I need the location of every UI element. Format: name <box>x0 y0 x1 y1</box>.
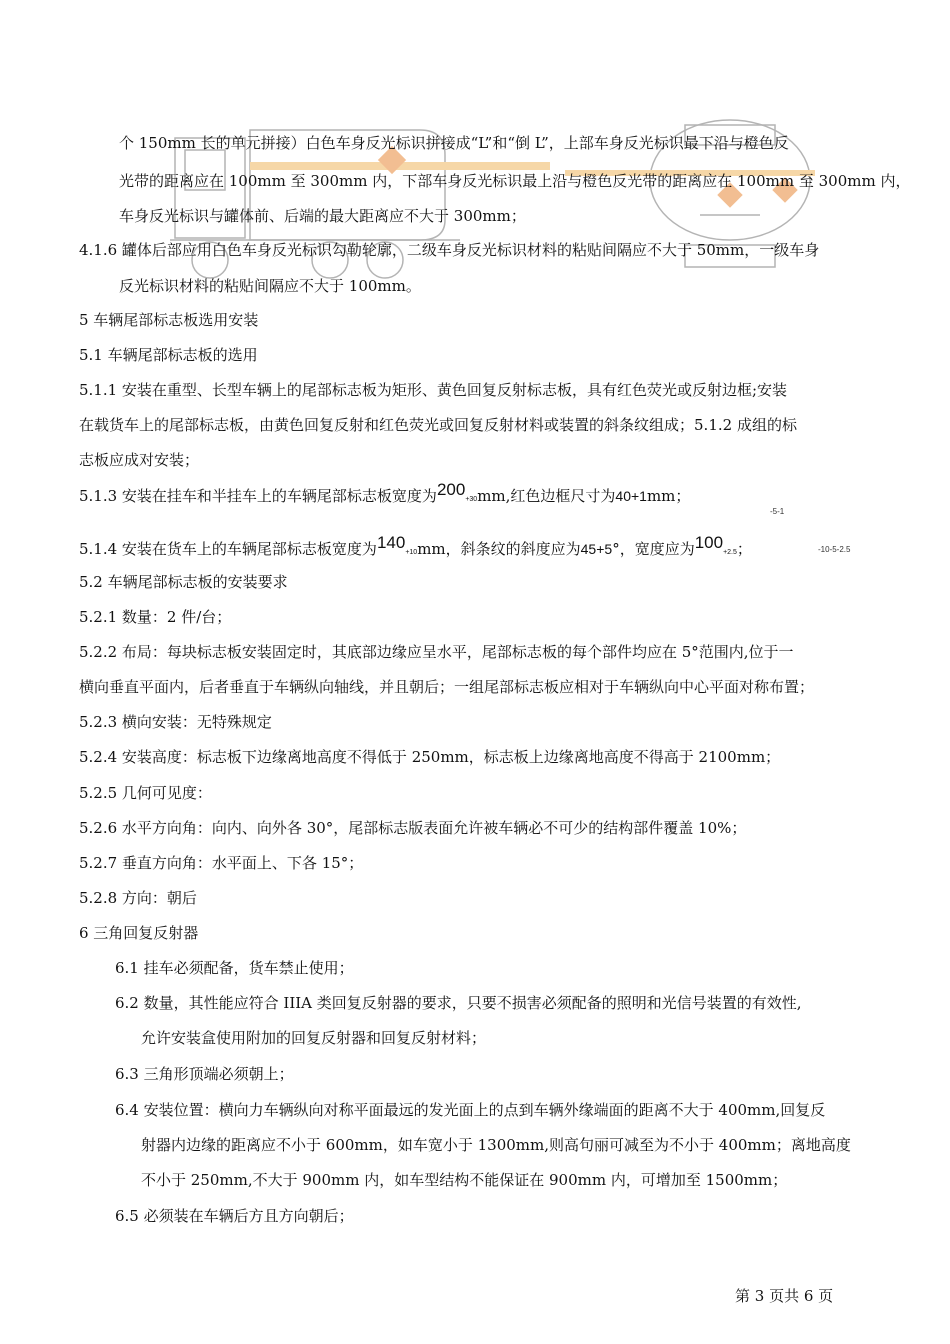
paragraph-6-4-line-1: 6.4 安装位置：横向力车辆纵向对称平面最远的发光面上的点到车辆外缘端面的距离不大于 400mm,回复反 <box>115 1101 826 1119</box>
p513-unit: mm,红色边框尺寸为 <box>477 487 616 505</box>
p513-width-value: 200 <box>436 480 466 499</box>
p514-stripe-width: 100 <box>694 533 724 552</box>
paragraph-5-2-7: 5.2.7 垂直方向角：水平面上、下各 15°； <box>79 854 364 872</box>
paragraph-5-2-1: 5.2.1 数量：2 件/台； <box>79 608 232 626</box>
p514-mid2: °，宽度应为 <box>612 540 695 558</box>
paragraph-6-4-line-2: 射器内边缘的距离应不小于 600mm，如车宽小于 1300mm,则高句丽可减至为不小于 400mm；离地高度 <box>141 1136 851 1154</box>
section-6-heading: 6 三角回复反射器 <box>79 924 199 942</box>
p514-mid: mm，斜条纹的斜度应为 <box>417 540 581 558</box>
paragraph-5-1-1-line-1: 5.1.1 安装在重型、长型车辆上的尾部标志板为矩形、黄色回复反射标志板，具有红色荧光或反射边框;安装 <box>79 381 787 399</box>
paragraph-4-1-5-line-3: 车身反光标识与罐体前、后端的最大距离应不大于 300mm； <box>119 207 526 225</box>
paragraph-5-2-4: 5.2.4 安装高度：标志板下边缘离地高度不得低于 250mm，标志板上边缘离地高度不得高于 2100mm； <box>79 748 781 766</box>
paragraph-5-2-5: 5.2.5 几何可见度： <box>79 784 212 802</box>
paragraph-4-1-5-line-1: 个 150mm 长的单元拼接）白色车身反光标识拼接成“L”和“倒 L”，上部车身反光标识最下沿与橙色反 <box>119 134 789 152</box>
section-5-heading: 5 车辆尾部标志板选用安装 <box>79 311 259 329</box>
p513-border-dim: 40+1 <box>615 488 647 504</box>
paragraph-6-2-line-1: 6.2 数量，其性能应符合 IIIA 类回复反射器的要求，只要不损害必须配备的照明和光信号装置的有效性, <box>115 994 802 1012</box>
page-number-footer: 第 3 页共 6 页 <box>735 1287 834 1305</box>
p513-pre: 5.1.3 安装在挂车和半挂车上的车辆尾部标志板宽度为 <box>79 487 437 505</box>
paragraph-6-3: 6.3 三角形顶端必须朝上； <box>115 1065 294 1083</box>
p514-pre: 5.1.4 安装在货车上的车辆尾部标志板宽度为 <box>79 540 377 558</box>
paragraph-5-1-3 <box>79 480 691 510</box>
paragraph-6-5: 6.5 必须装在车辆后方且方向朝后； <box>115 1207 354 1225</box>
p514-end: ； <box>736 540 752 558</box>
paragraph-6-1: 6.1 挂车必须配备，货车禁止使用； <box>115 959 354 977</box>
paragraph-6-4-line-3: 不小于 250mm,不大于 900mm 内，如车型结构不能保证在 900mm 内，可增加至 1500mm； <box>141 1171 788 1189</box>
paragraph-5-2-6: 5.2.6 水平方向角：向内、向外各 30°，尾部标志版表面允许被车辆必不可少的结构部件覆盖 10%； <box>79 819 747 837</box>
section-5-1-heading: 5.1 车辆尾部标志板的选用 <box>79 346 258 364</box>
paragraph-6-2-line-2: 允许安装盒使用附加的回复反射器和回复反射材料； <box>141 1029 487 1047</box>
paragraph-5-2-2-line-1: 5.2.2 布局：每块标志板安装固定时，其底部边缘应呈水平，尾部标志板的每个部件均应在 5°范围内,位于一 <box>79 643 794 661</box>
p514-angle: 45+5 <box>580 541 613 557</box>
paragraph-5-1-1-line-2: 在载货车上的尾部标志板，由黄色回复反射和红色荧光或回复反射材料或装置的斜条纹组成；5.1.2 成组的标 <box>79 416 797 434</box>
paragraph-5-2-8: 5.2.8 方向：朝后 <box>79 889 197 907</box>
p513-width-tol: +30 <box>465 496 478 503</box>
paragraph-5-1-4 <box>79 533 752 563</box>
p513-end: mm； <box>646 487 691 505</box>
paragraph-5-2-3: 5.2.3 横向安装：无特殊规定 <box>79 713 272 731</box>
p513-tolerance-note: -5-1 <box>770 507 785 516</box>
paragraph-4-1-5-line-2: 光带的距离应在 100mm 至 300mm 内，下部车身反光标识最上沿与橙色反光带的距离应在 100mm 至 300mm 内， <box>119 172 911 190</box>
paragraph-4-1-6-line-2: 反光标识材料的粘贴间隔应不大于 100mm。 <box>119 277 421 295</box>
p514-width-value: 140 <box>376 533 406 552</box>
p514-tolerance-note: -10-5-2.5 <box>818 545 851 554</box>
paragraph-5-2-2-line-2: 横向垂直平面内，后者垂直于车辆纵向轴线，并且朝后；一组尾部标志板应相对于车辆纵向中心平面对称布置； <box>79 678 815 696</box>
paragraph-4-1-6-line-1: 4.1.6 罐体后部应用白色车身反光标识勾勒轮廓，二级车身反光标识材料的粘贴间隔应不大于 50mm，一级车身 <box>79 241 820 259</box>
p514-width-tol: +10 <box>405 549 418 556</box>
tanker-truck-illustration <box>170 100 830 290</box>
section-5-2-heading: 5.2 车辆尾部标志板的安装要求 <box>79 573 288 591</box>
p514-stripe-tol: +2.5 <box>723 549 737 556</box>
paragraph-5-1-1-line-3: 志板应成对安装； <box>79 451 200 469</box>
